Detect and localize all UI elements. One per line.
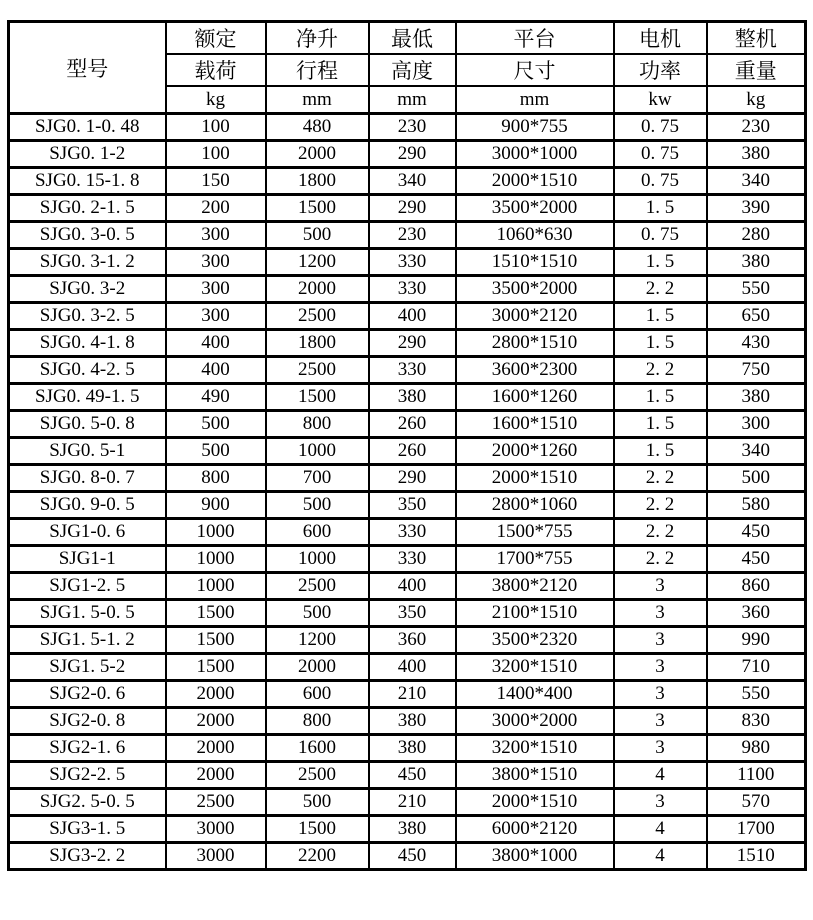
total-weight-cell: 300 <box>707 411 806 438</box>
motor-power-cell: 2. 2 <box>614 492 707 519</box>
platform-size-cell: 3800*2120 <box>456 573 614 600</box>
table-row <box>9 654 806 681</box>
motor-power-cell: 1. 5 <box>614 384 707 411</box>
table-row <box>9 627 806 654</box>
min-height-cell: 330 <box>369 519 456 546</box>
header-total-weight-line1: 整机 <box>707 22 806 55</box>
platform-size-cell: 900*755 <box>456 114 614 141</box>
lift-stroke-cell: 800 <box>266 708 369 735</box>
total-weight-cell: 860 <box>707 573 806 600</box>
total-weight-cell: 990 <box>707 627 806 654</box>
motor-power-cell: 1. 5 <box>614 411 707 438</box>
min-height-cell: 330 <box>369 546 456 573</box>
platform-size-cell: 2800*1510 <box>456 330 614 357</box>
min-height-cell: 380 <box>369 384 456 411</box>
platform-size-cell: 3800*1000 <box>456 843 614 870</box>
table-row <box>9 546 806 573</box>
min-height-cell: 260 <box>369 438 456 465</box>
model-cell: SJG0. 3-2. 5 <box>9 303 166 330</box>
min-height-cell: 450 <box>369 762 456 789</box>
unit-platform-size: mm <box>456 86 614 114</box>
min-height-cell: 350 <box>369 600 456 627</box>
min-height-cell: 400 <box>369 654 456 681</box>
table-row <box>9 357 806 384</box>
rated-load-cell: 800 <box>166 465 266 492</box>
model-cell: SJG2-0. 6 <box>9 681 166 708</box>
table-row <box>9 222 806 249</box>
platform-size-cell: 3500*2320 <box>456 627 614 654</box>
table-row <box>9 762 806 789</box>
unit-min-height: mm <box>369 86 456 114</box>
motor-power-cell: 2. 2 <box>614 276 707 303</box>
table-header <box>9 22 806 114</box>
model-cell: SJG1-1 <box>9 546 166 573</box>
table-row <box>9 735 806 762</box>
lift-stroke-cell: 2200 <box>266 843 369 870</box>
min-height-cell: 290 <box>369 465 456 492</box>
motor-power-cell: 3 <box>614 600 707 627</box>
table-row <box>9 519 806 546</box>
lift-stroke-cell: 2000 <box>266 654 369 681</box>
total-weight-cell: 230 <box>707 114 806 141</box>
total-weight-cell: 750 <box>707 357 806 384</box>
table-row <box>9 492 806 519</box>
lift-stroke-cell: 1200 <box>266 627 369 654</box>
min-height-cell: 350 <box>369 492 456 519</box>
lift-stroke-cell: 1000 <box>266 438 369 465</box>
lift-stroke-cell: 2000 <box>266 276 369 303</box>
header-motor-power-line1: 电机 <box>614 22 707 55</box>
header-lift-stroke-line1: 净升 <box>266 22 369 55</box>
model-cell: SJG0. 4-2. 5 <box>9 357 166 384</box>
min-height-cell: 380 <box>369 735 456 762</box>
min-height-cell: 290 <box>369 330 456 357</box>
model-cell: SJG0. 5-1 <box>9 438 166 465</box>
table-body <box>9 114 806 870</box>
total-weight-cell: 360 <box>707 600 806 627</box>
total-weight-cell: 550 <box>707 681 806 708</box>
total-weight-cell: 980 <box>707 735 806 762</box>
table-row <box>9 843 806 870</box>
unit-rated-load: kg <box>166 86 266 114</box>
min-height-cell: 340 <box>369 168 456 195</box>
platform-size-cell: 1600*1510 <box>456 411 614 438</box>
lift-stroke-cell: 500 <box>266 492 369 519</box>
platform-size-cell: 3500*2000 <box>456 276 614 303</box>
total-weight-cell: 280 <box>707 222 806 249</box>
min-height-cell: 330 <box>369 249 456 276</box>
motor-power-cell: 3 <box>614 789 707 816</box>
platform-size-cell: 3000*1000 <box>456 141 614 168</box>
motor-power-cell: 3 <box>614 627 707 654</box>
model-cell: SJG3-1. 5 <box>9 816 166 843</box>
min-height-cell: 290 <box>369 195 456 222</box>
lift-stroke-cell: 600 <box>266 519 369 546</box>
total-weight-cell: 650 <box>707 303 806 330</box>
table-row <box>9 681 806 708</box>
min-height-cell: 400 <box>369 573 456 600</box>
total-weight-cell: 390 <box>707 195 806 222</box>
model-cell: SJG0. 2-1. 5 <box>9 195 166 222</box>
min-height-cell: 260 <box>369 411 456 438</box>
min-height-cell: 450 <box>369 843 456 870</box>
header-lift-stroke-line2: 行程 <box>266 54 369 86</box>
lift-stroke-cell: 1500 <box>266 195 369 222</box>
table-row <box>9 573 806 600</box>
platform-size-cell: 1510*1510 <box>456 249 614 276</box>
model-cell: SJG1-2. 5 <box>9 573 166 600</box>
unit-lift-stroke: mm <box>266 86 369 114</box>
total-weight-cell: 450 <box>707 546 806 573</box>
rated-load-cell: 400 <box>166 330 266 357</box>
motor-power-cell: 3 <box>614 654 707 681</box>
min-height-cell: 380 <box>369 816 456 843</box>
model-cell: SJG2-2. 5 <box>9 762 166 789</box>
model-cell: SJG3-2. 2 <box>9 843 166 870</box>
model-cell: SJG0. 3-1. 2 <box>9 249 166 276</box>
motor-power-cell: 1. 5 <box>614 330 707 357</box>
lift-stroke-cell: 2500 <box>266 762 369 789</box>
lift-spec-table <box>7 20 807 871</box>
model-cell: SJG0. 5-0. 8 <box>9 411 166 438</box>
platform-size-cell: 3600*2300 <box>456 357 614 384</box>
table-row <box>9 330 806 357</box>
total-weight-cell: 1510 <box>707 843 806 870</box>
rated-load-cell: 1000 <box>166 573 266 600</box>
rated-load-cell: 150 <box>166 168 266 195</box>
header-min-height-line1: 最低 <box>369 22 456 55</box>
table-row <box>9 249 806 276</box>
min-height-cell: 400 <box>369 303 456 330</box>
header-total-weight-line2: 重量 <box>707 54 806 86</box>
header-platform-size-line2: 尺寸 <box>456 54 614 86</box>
motor-power-cell: 1. 5 <box>614 438 707 465</box>
motor-power-cell: 4 <box>614 762 707 789</box>
lift-stroke-cell: 2000 <box>266 141 369 168</box>
motor-power-cell: 3 <box>614 735 707 762</box>
rated-load-cell: 2000 <box>166 762 266 789</box>
total-weight-cell: 340 <box>707 168 806 195</box>
min-height-cell: 210 <box>369 789 456 816</box>
lift-stroke-cell: 2500 <box>266 573 369 600</box>
rated-load-cell: 200 <box>166 195 266 222</box>
rated-load-cell: 300 <box>166 249 266 276</box>
model-cell: SJG0. 15-1. 8 <box>9 168 166 195</box>
min-height-cell: 330 <box>369 357 456 384</box>
total-weight-cell: 550 <box>707 276 806 303</box>
motor-power-cell: 1. 5 <box>614 303 707 330</box>
table-row <box>9 384 806 411</box>
total-weight-cell: 430 <box>707 330 806 357</box>
header-motor-power-line2: 功率 <box>614 54 707 86</box>
min-height-cell: 210 <box>369 681 456 708</box>
rated-load-cell: 900 <box>166 492 266 519</box>
min-height-cell: 380 <box>369 708 456 735</box>
table-row <box>9 465 806 492</box>
table-row <box>9 276 806 303</box>
total-weight-cell: 580 <box>707 492 806 519</box>
total-weight-cell: 380 <box>707 141 806 168</box>
table-row <box>9 141 806 168</box>
header-platform-size-line1: 平台 <box>456 22 614 55</box>
platform-size-cell: 3200*1510 <box>456 654 614 681</box>
rated-load-cell: 300 <box>166 303 266 330</box>
rated-load-cell: 1500 <box>166 654 266 681</box>
rated-load-cell: 300 <box>166 276 266 303</box>
platform-size-cell: 1700*755 <box>456 546 614 573</box>
platform-size-cell: 1060*630 <box>456 222 614 249</box>
motor-power-cell: 1. 5 <box>614 195 707 222</box>
motor-power-cell: 2. 2 <box>614 519 707 546</box>
model-cell: SJG0. 3-2 <box>9 276 166 303</box>
rated-load-cell: 3000 <box>166 843 266 870</box>
model-cell: SJG0. 3-0. 5 <box>9 222 166 249</box>
total-weight-cell: 570 <box>707 789 806 816</box>
total-weight-cell: 380 <box>707 249 806 276</box>
lift-stroke-cell: 1600 <box>266 735 369 762</box>
motor-power-cell: 3 <box>614 681 707 708</box>
rated-load-cell: 100 <box>166 114 266 141</box>
table-row <box>9 789 806 816</box>
model-cell: SJG2-0. 8 <box>9 708 166 735</box>
total-weight-cell: 450 <box>707 519 806 546</box>
model-cell: SJG1. 5-1. 2 <box>9 627 166 654</box>
platform-size-cell: 2000*1260 <box>456 438 614 465</box>
unit-total-weight: kg <box>707 86 806 114</box>
rated-load-cell: 500 <box>166 438 266 465</box>
min-height-cell: 230 <box>369 222 456 249</box>
total-weight-cell: 830 <box>707 708 806 735</box>
platform-size-cell: 3200*1510 <box>456 735 614 762</box>
rated-load-cell: 100 <box>166 141 266 168</box>
platform-size-cell: 3800*1510 <box>456 762 614 789</box>
lift-stroke-cell: 1500 <box>266 816 369 843</box>
header-row-1 <box>9 22 806 55</box>
platform-size-cell: 1500*755 <box>456 519 614 546</box>
rated-load-cell: 2000 <box>166 681 266 708</box>
motor-power-cell: 1. 5 <box>614 249 707 276</box>
rated-load-cell: 1000 <box>166 546 266 573</box>
platform-size-cell: 1400*400 <box>456 681 614 708</box>
lift-stroke-cell: 2500 <box>266 357 369 384</box>
motor-power-cell: 4 <box>614 843 707 870</box>
platform-size-cell: 2800*1060 <box>456 492 614 519</box>
lift-stroke-cell: 700 <box>266 465 369 492</box>
platform-size-cell: 3000*2000 <box>456 708 614 735</box>
motor-power-cell: 0. 75 <box>614 222 707 249</box>
platform-size-cell: 3000*2120 <box>456 303 614 330</box>
min-height-cell: 230 <box>369 114 456 141</box>
header-rated-load-line1: 额定 <box>166 22 266 55</box>
rated-load-cell: 1000 <box>166 519 266 546</box>
model-cell: SJG0. 9-0. 5 <box>9 492 166 519</box>
table-row <box>9 195 806 222</box>
header-min-height-line2: 高度 <box>369 54 456 86</box>
table-row <box>9 168 806 195</box>
motor-power-cell: 2. 2 <box>614 357 707 384</box>
lift-stroke-cell: 500 <box>266 222 369 249</box>
total-weight-cell: 710 <box>707 654 806 681</box>
rated-load-cell: 300 <box>166 222 266 249</box>
motor-power-cell: 3 <box>614 708 707 735</box>
model-cell: SJG0. 49-1. 5 <box>9 384 166 411</box>
header-model: 型号 <box>9 22 166 114</box>
table-row <box>9 114 806 141</box>
model-cell: SJG2-1. 6 <box>9 735 166 762</box>
min-height-cell: 330 <box>369 276 456 303</box>
rated-load-cell: 490 <box>166 384 266 411</box>
rated-load-cell: 2500 <box>166 789 266 816</box>
motor-power-cell: 4 <box>614 816 707 843</box>
spec-table-container <box>7 20 813 871</box>
platform-size-cell: 2100*1510 <box>456 600 614 627</box>
table-row <box>9 438 806 465</box>
table-row <box>9 411 806 438</box>
lift-stroke-cell: 1200 <box>266 249 369 276</box>
motor-power-cell: 3 <box>614 573 707 600</box>
platform-size-cell: 6000*2120 <box>456 816 614 843</box>
total-weight-cell: 500 <box>707 465 806 492</box>
model-cell: SJG0. 1-2 <box>9 141 166 168</box>
motor-power-cell: 2. 2 <box>614 546 707 573</box>
rated-load-cell: 500 <box>166 411 266 438</box>
platform-size-cell: 2000*1510 <box>456 789 614 816</box>
lift-stroke-cell: 1000 <box>266 546 369 573</box>
lift-stroke-cell: 1800 <box>266 168 369 195</box>
model-cell: SJG0. 8-0. 7 <box>9 465 166 492</box>
rated-load-cell: 1500 <box>166 627 266 654</box>
model-cell: SJG1. 5-2 <box>9 654 166 681</box>
motor-power-cell: 0. 75 <box>614 141 707 168</box>
rated-load-cell: 2000 <box>166 708 266 735</box>
total-weight-cell: 380 <box>707 384 806 411</box>
min-height-cell: 290 <box>369 141 456 168</box>
motor-power-cell: 0. 75 <box>614 114 707 141</box>
model-cell: SJG0. 4-1. 8 <box>9 330 166 357</box>
rated-load-cell: 400 <box>166 357 266 384</box>
lift-stroke-cell: 480 <box>266 114 369 141</box>
rated-load-cell: 3000 <box>166 816 266 843</box>
table-row <box>9 708 806 735</box>
platform-size-cell: 2000*1510 <box>456 465 614 492</box>
total-weight-cell: 340 <box>707 438 806 465</box>
model-cell: SJG0. 1-0. 48 <box>9 114 166 141</box>
rated-load-cell: 2000 <box>166 735 266 762</box>
platform-size-cell: 3500*2000 <box>456 195 614 222</box>
model-cell: SJG2. 5-0. 5 <box>9 789 166 816</box>
lift-stroke-cell: 2500 <box>266 303 369 330</box>
table-row <box>9 816 806 843</box>
lift-stroke-cell: 800 <box>266 411 369 438</box>
header-rated-load-line2: 载荷 <box>166 54 266 86</box>
model-cell: SJG1-0. 6 <box>9 519 166 546</box>
table-row <box>9 303 806 330</box>
lift-stroke-cell: 1500 <box>266 384 369 411</box>
model-cell: SJG1. 5-0. 5 <box>9 600 166 627</box>
total-weight-cell: 1700 <box>707 816 806 843</box>
min-height-cell: 360 <box>369 627 456 654</box>
lift-stroke-cell: 500 <box>266 789 369 816</box>
total-weight-cell: 1100 <box>707 762 806 789</box>
motor-power-cell: 2. 2 <box>614 465 707 492</box>
lift-stroke-cell: 500 <box>266 600 369 627</box>
lift-stroke-cell: 1800 <box>266 330 369 357</box>
lift-stroke-cell: 600 <box>266 681 369 708</box>
platform-size-cell: 2000*1510 <box>456 168 614 195</box>
motor-power-cell: 0. 75 <box>614 168 707 195</box>
unit-motor-power: kw <box>614 86 707 114</box>
rated-load-cell: 1500 <box>166 600 266 627</box>
platform-size-cell: 1600*1260 <box>456 384 614 411</box>
table-row <box>9 600 806 627</box>
